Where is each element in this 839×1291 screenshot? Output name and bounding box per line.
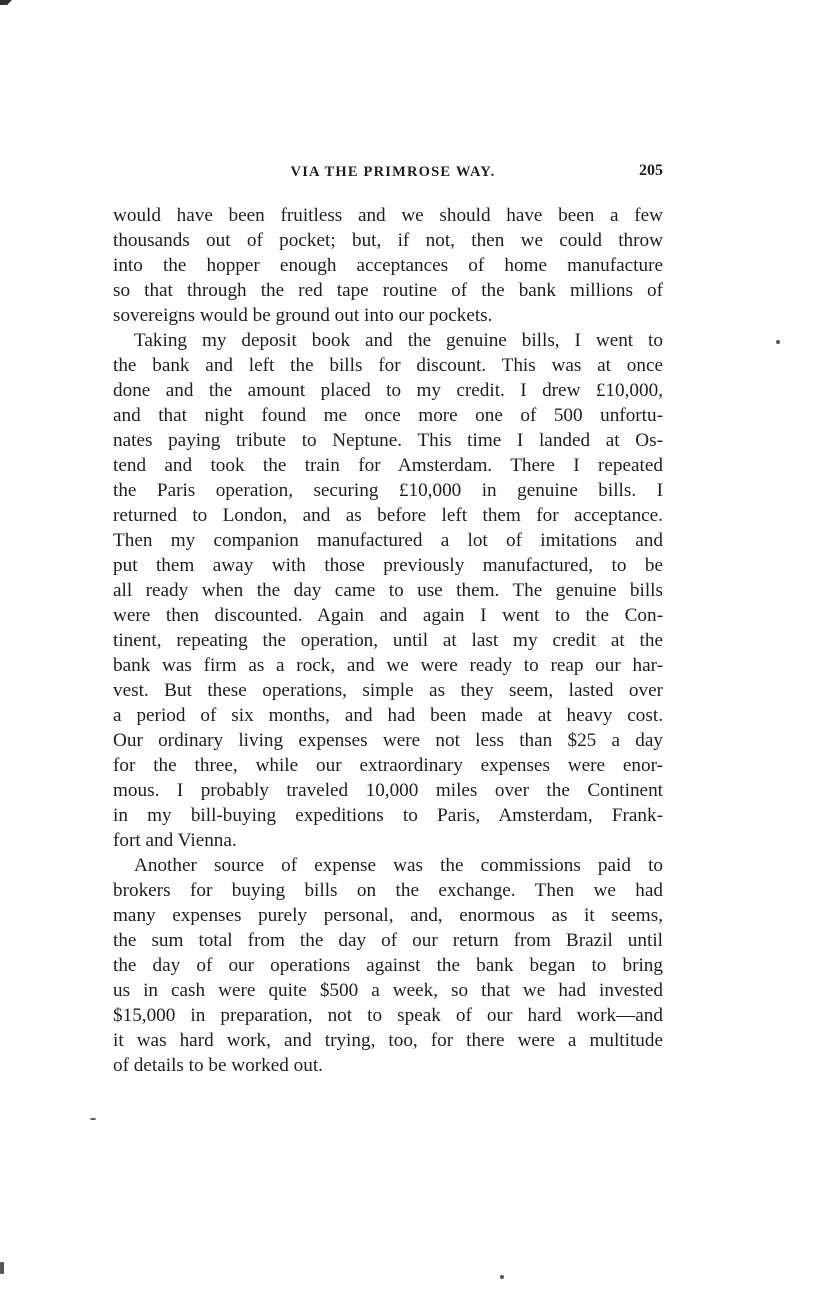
text-line: were then discounted. Again and again I went to the Con- (113, 605, 663, 626)
text-line: mous. I probably traveled 10,000 miles over the Continent (113, 780, 663, 801)
text-line: many expenses purely personal, and, enormous as it seems, (113, 905, 663, 926)
text-line: all ready when the day came to use them. The genuine bills (113, 580, 663, 601)
text-line: Taking my deposit book and the genuine bills, I went to (134, 330, 663, 351)
text-line: it was hard work, and trying, too, for there were a multitude (113, 1030, 663, 1051)
scan-speck (776, 340, 780, 344)
text-line: the sum total from the day of our return from Brazil until (113, 930, 663, 951)
text-line: Then my companion manufactured a lot of imitations and (113, 530, 663, 551)
text-line: and that night found me once more one of 500 unfortu- (113, 405, 663, 426)
text-line: a period of six months, and had been made at heavy cost. (113, 705, 663, 726)
text-line: of details to be worked out. (113, 1055, 323, 1076)
text-line: the bank and left the bills for discount. This was at once (113, 355, 663, 376)
text-line: for the three, while our extraordinary expenses were enor- (113, 755, 663, 776)
text-line: done and the amount placed to my credit. I drew £10,000, (113, 380, 663, 401)
page-header (113, 160, 663, 186)
scan-mark (0, 0, 12, 5)
text-line: nates paying tribute to Neptune. This time I landed at Os- (113, 430, 663, 451)
scan-speck (0, 1262, 4, 1274)
text-line: tinent, repeating the operation, until at last my credit at the (113, 630, 663, 651)
text-line: fort and Vienna. (113, 830, 237, 851)
text-line: brokers for buying bills on the exchange. Then we had (113, 880, 663, 901)
scan-speck (500, 1275, 504, 1279)
page-number: 205 (639, 162, 663, 179)
text-line: in my bill-buying expeditions to Paris, Amsterdam, Frank- (113, 805, 663, 826)
text-line: the day of our operations against the bank began to bring (113, 955, 663, 976)
text-line: Another source of expense was the commissions paid to (134, 855, 663, 876)
text-line: sovereigns would be ground out into our pockets. (113, 305, 493, 326)
text-line: into the hopper enough acceptances of home manufacture (113, 255, 663, 276)
text-line: so that through the red tape routine of the bank millions of (113, 280, 663, 301)
text-line: $15,000 in preparation, not to speak of our hard work—and (113, 1005, 663, 1026)
scan-speck (90, 1118, 96, 1120)
text-line: tend and took the train for Amsterdam. There I repeated (113, 455, 663, 476)
text-line: vest. But these operations, simple as they seem, lasted over (113, 680, 663, 701)
text-line: the Paris operation, securing £10,000 in genuine bills. I (113, 480, 663, 501)
text-line: put them away with those previously manufactured, to be (113, 555, 663, 576)
text-line: us in cash were quite $500 a week, so that we had invested (113, 980, 663, 1001)
text-line: would have been fruitless and we should have been a few (113, 205, 663, 226)
text-line: thousands out of pocket; but, if not, then we could throw (113, 230, 663, 251)
text-line: returned to London, and as before left them for acceptance. (113, 505, 663, 526)
text-line: Our ordinary living expenses were not less than $25 a day (113, 730, 663, 751)
body-text (113, 203, 663, 1078)
running-title: VIA THE PRIMROSE WAY. (290, 164, 496, 180)
text-line: bank was firm as a rock, and we were ready to reap our har- (113, 655, 663, 676)
